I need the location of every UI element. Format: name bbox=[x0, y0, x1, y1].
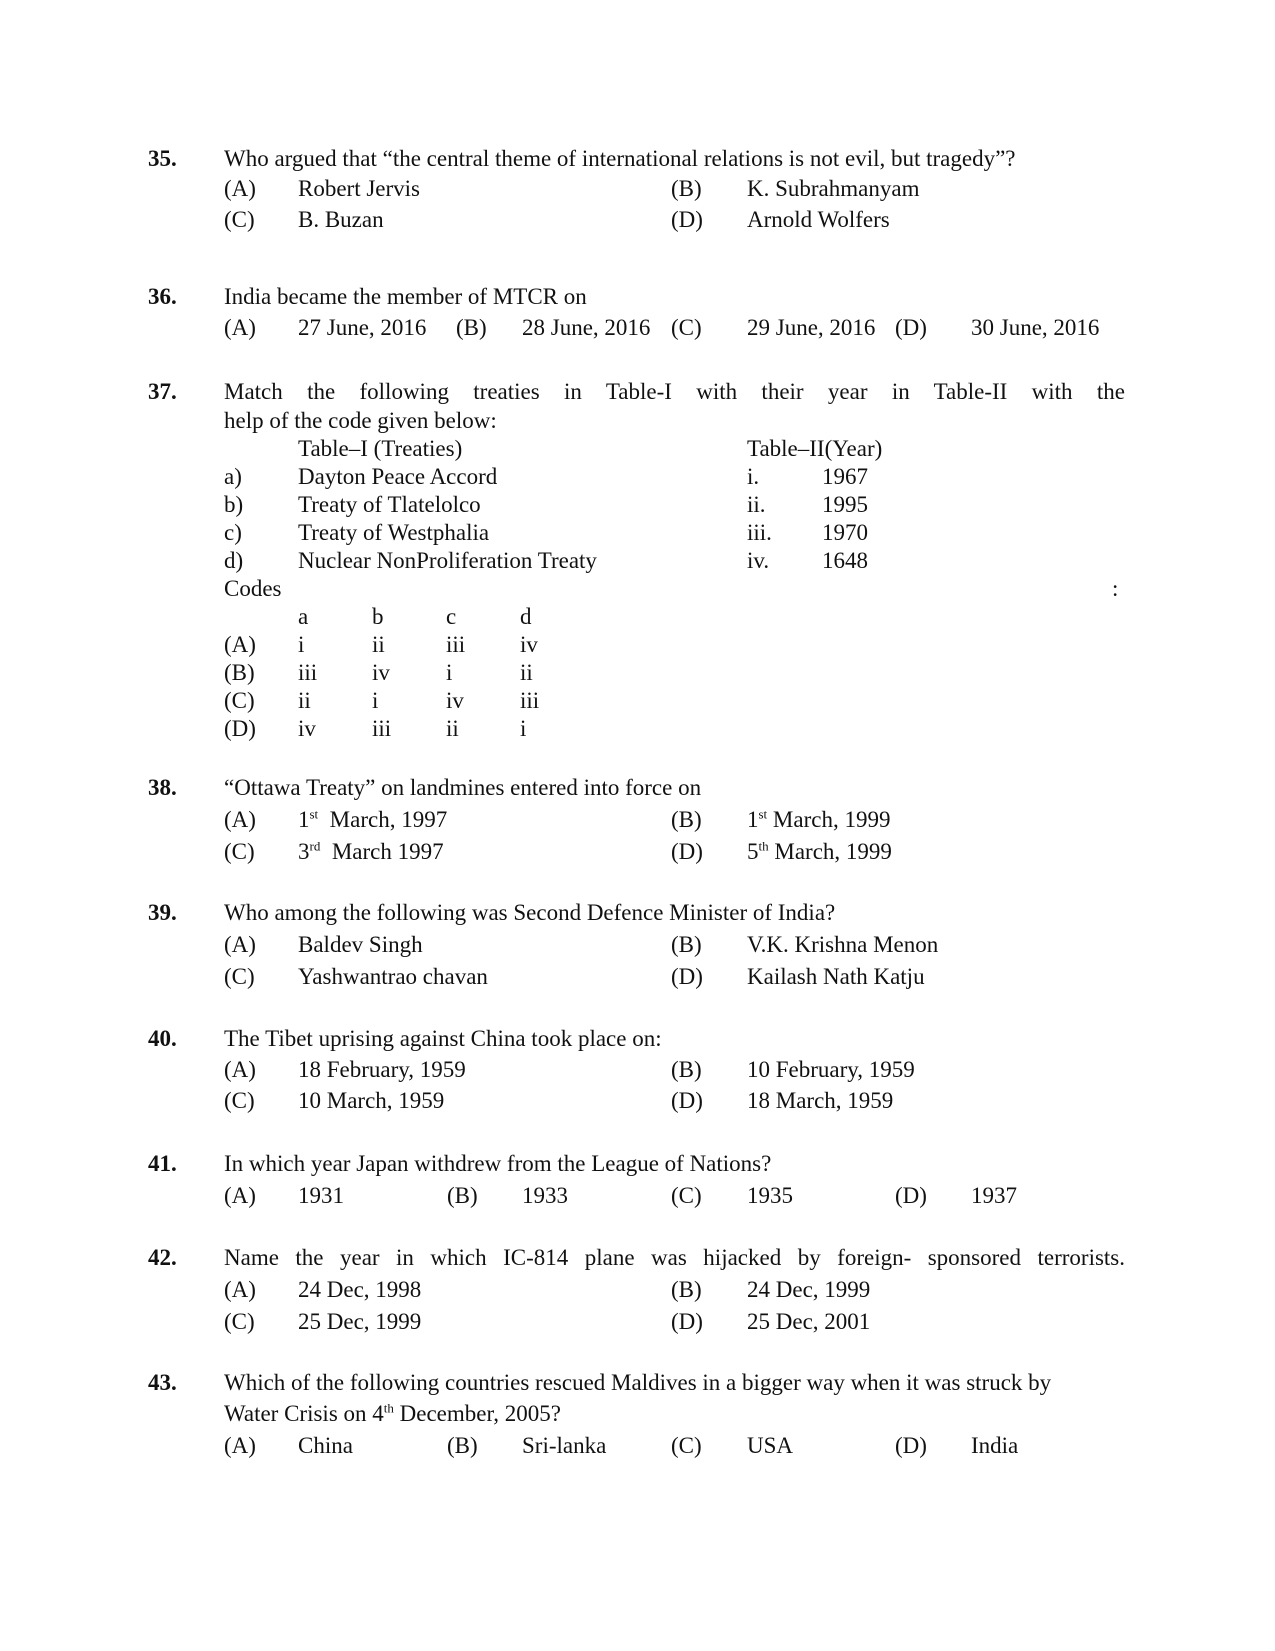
codes-col-a: a bbox=[298, 604, 309, 629]
option-c: USA bbox=[747, 1433, 794, 1458]
option-d: 25 Dec, 2001 bbox=[747, 1309, 871, 1334]
option-c: Yashwantrao chavan bbox=[298, 964, 488, 989]
codes-cell: iii bbox=[520, 688, 540, 713]
codes-cell: iii bbox=[446, 632, 466, 657]
codes-cell: ii bbox=[520, 660, 533, 685]
question-text: Which of the following countries rescued Maldives in a bigger way when it was struck by bbox=[224, 1370, 1052, 1395]
codes-row-label: (B) bbox=[224, 660, 255, 685]
option-label: (B) bbox=[447, 1183, 478, 1208]
table2-item: 1970 bbox=[822, 520, 868, 545]
option-d: Arnold Wolfers bbox=[747, 207, 890, 232]
option-label: (C) bbox=[671, 1183, 702, 1208]
question-text-line2: Water Crisis on 4th December, 2005? bbox=[224, 1400, 561, 1426]
option-label: (A) bbox=[224, 1183, 256, 1208]
option-label: (A) bbox=[224, 1433, 256, 1458]
option-c: 10 March, 1959 bbox=[298, 1088, 445, 1113]
table1-item: Treaty of Westphalia bbox=[298, 520, 490, 545]
codes-cell: ii bbox=[298, 688, 311, 713]
option-label: (A) bbox=[224, 807, 256, 832]
option-label: (D) bbox=[671, 207, 703, 232]
option-b: 1st March, 1999 bbox=[747, 806, 891, 832]
table2-label: ii. bbox=[747, 492, 766, 517]
option-label: (A) bbox=[224, 315, 256, 340]
codes-cell: iii bbox=[372, 716, 392, 741]
question-number: 43. bbox=[148, 1370, 177, 1395]
codes-label: Codes bbox=[224, 576, 282, 601]
option-c: 25 Dec, 1999 bbox=[298, 1309, 422, 1334]
table1-label: a) bbox=[224, 464, 242, 489]
table2-item: 1967 bbox=[822, 464, 868, 489]
option-d: 5th March, 1999 bbox=[747, 838, 892, 864]
option-label: (D) bbox=[671, 964, 703, 989]
option-label: (B) bbox=[671, 1057, 702, 1082]
table1-label: c) bbox=[224, 520, 242, 545]
table2-label: iv. bbox=[747, 548, 770, 573]
table2-item: 1995 bbox=[822, 492, 868, 517]
option-b: K. Subrahmanyam bbox=[747, 176, 920, 201]
option-label: (D) bbox=[671, 839, 703, 864]
question-text: “Ottawa Treaty” on landmines entered into force on bbox=[224, 775, 702, 800]
question-text: Match the following treaties in Table-I with their year in Table-II with the bbox=[224, 379, 1125, 404]
question-number: 40. bbox=[148, 1026, 177, 1051]
option-label: (D) bbox=[895, 1433, 927, 1458]
option-c: 1935 bbox=[747, 1183, 793, 1208]
table2-label: iii. bbox=[747, 520, 772, 545]
option-label: (D) bbox=[671, 1088, 703, 1113]
option-label: (B) bbox=[671, 932, 702, 957]
option-label: (C) bbox=[671, 1433, 702, 1458]
option-a: China bbox=[298, 1433, 353, 1458]
codes-col-b: b bbox=[372, 604, 384, 629]
codes-row-label: (A) bbox=[224, 632, 256, 657]
question-number: 39. bbox=[148, 900, 177, 925]
option-label: (C) bbox=[224, 1309, 255, 1334]
option-label: (D) bbox=[671, 1309, 703, 1334]
option-label: (A) bbox=[224, 932, 256, 957]
option-label: (B) bbox=[671, 176, 702, 201]
codes-cell: iv bbox=[298, 716, 316, 741]
option-label: (A) bbox=[224, 176, 256, 201]
codes-row-label: (C) bbox=[224, 688, 255, 713]
table2-item: 1648 bbox=[822, 548, 868, 573]
codes-colon: : bbox=[1112, 576, 1119, 601]
table2-header: Table–II(Year) bbox=[747, 436, 883, 461]
option-label: (A) bbox=[224, 1057, 256, 1082]
question-number: 37. bbox=[148, 379, 177, 404]
table1-item: Dayton Peace Accord bbox=[298, 464, 498, 489]
table1-header: Table–I (Treaties) bbox=[298, 436, 463, 461]
question-text: Who argued that “the central theme of international relations is not evil, but tragedy”? bbox=[224, 146, 1016, 171]
option-label: (B) bbox=[671, 1277, 702, 1302]
option-label: (C) bbox=[671, 315, 702, 340]
option-b: 10 February, 1959 bbox=[747, 1057, 915, 1082]
option-a: 1st March, 1997 bbox=[298, 806, 448, 832]
codes-cell: i bbox=[298, 632, 305, 657]
option-label: (C) bbox=[224, 1088, 255, 1113]
option-c: B. Buzan bbox=[298, 207, 384, 232]
option-a: 18 February, 1959 bbox=[298, 1057, 466, 1082]
option-label: (D) bbox=[895, 1183, 927, 1208]
option-b: V.K. Krishna Menon bbox=[747, 932, 939, 957]
option-label: (C) bbox=[224, 207, 255, 232]
codes-cell: i bbox=[372, 688, 379, 713]
option-d: 18 March, 1959 bbox=[747, 1088, 894, 1113]
question-text: The Tibet uprising against China took place on: bbox=[224, 1026, 662, 1051]
option-label: (A) bbox=[224, 1277, 256, 1302]
option-d: India bbox=[971, 1433, 1019, 1458]
option-label: (C) bbox=[224, 839, 255, 864]
question-text: Who among the following was Second Defence Minister of India? bbox=[224, 900, 836, 925]
codes-col-c: c bbox=[446, 604, 457, 629]
option-a: 24 Dec, 1998 bbox=[298, 1277, 422, 1302]
table1-item: Nuclear NonProliferation Treaty bbox=[298, 548, 597, 573]
question-text: In which year Japan withdrew from the League of Nations? bbox=[224, 1151, 772, 1176]
option-d: 1937 bbox=[971, 1183, 1017, 1208]
question-number: 35. bbox=[148, 146, 177, 171]
codes-cell: ii bbox=[372, 632, 385, 657]
option-label: (B) bbox=[447, 1433, 478, 1458]
question-text: India became the member of MTCR on bbox=[224, 284, 587, 309]
option-a: 27 June, 2016 bbox=[298, 315, 427, 340]
option-b: 1933 bbox=[522, 1183, 568, 1208]
option-label: (C) bbox=[224, 964, 255, 989]
option-label: (B) bbox=[456, 315, 487, 340]
option-a: 1931 bbox=[298, 1183, 344, 1208]
option-c: 29 June, 2016 bbox=[747, 315, 876, 340]
question-text: Name the year in which IC-814 plane was hijacked by foreign- sponsored terrorists. bbox=[224, 1245, 1125, 1270]
table1-item: Treaty of Tlatelolco bbox=[298, 492, 481, 517]
option-b: 24 Dec, 1999 bbox=[747, 1277, 871, 1302]
codes-col-d: d bbox=[520, 604, 532, 629]
table2-label: i. bbox=[747, 464, 760, 489]
option-label: (D) bbox=[895, 315, 927, 340]
option-b: 28 June, 2016 bbox=[522, 315, 651, 340]
codes-cell: ii bbox=[446, 716, 459, 741]
codes-cell: iv bbox=[446, 688, 464, 713]
option-a: Baldev Singh bbox=[298, 932, 423, 957]
codes-cell: i bbox=[446, 660, 453, 685]
option-label: (B) bbox=[671, 807, 702, 832]
question-number: 41. bbox=[148, 1151, 177, 1176]
codes-row-label: (D) bbox=[224, 716, 256, 741]
codes-cell: iii bbox=[298, 660, 318, 685]
codes-cell: i bbox=[520, 716, 527, 741]
table1-label: b) bbox=[224, 492, 244, 517]
question-number: 38. bbox=[148, 775, 177, 800]
table1-label: d) bbox=[224, 548, 244, 573]
option-c: 3rd March 1997 bbox=[298, 838, 444, 864]
question-number: 42. bbox=[148, 1245, 177, 1270]
codes-cell: iv bbox=[520, 632, 538, 657]
question-number: 36. bbox=[148, 284, 177, 309]
option-a: Robert Jervis bbox=[298, 176, 421, 201]
option-b: Sri-lanka bbox=[522, 1433, 607, 1458]
option-d: Kailash Nath Katju bbox=[747, 964, 925, 989]
question-text-line2: help of the code given below: bbox=[224, 408, 497, 433]
option-d: 30 June, 2016 bbox=[971, 315, 1100, 340]
codes-cell: iv bbox=[372, 660, 390, 685]
